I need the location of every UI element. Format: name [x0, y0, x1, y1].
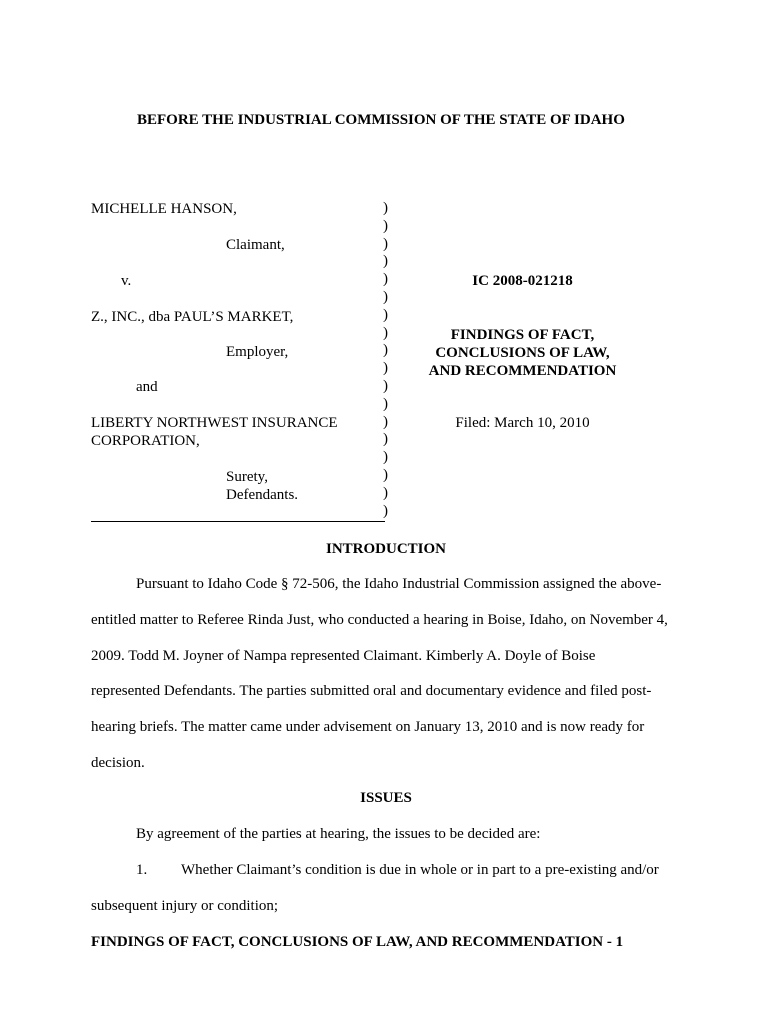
introduction-line: 2009. Todd M. Joyner of Nampa represented Claimant. Kimberly A. Doyle of Boise [91, 648, 596, 664]
surety-name-line1: LIBERTY NORTHWEST INSURANCE [91, 415, 338, 431]
surety-role: Surety, [226, 469, 268, 485]
surety-name-line2: CORPORATION, [91, 433, 200, 449]
introduction-line: entitled matter to Referee Rinda Just, who conducted a hearing in Boise, Idaho, on November 4, [91, 612, 668, 628]
paren: ) [383, 360, 388, 377]
paren: ) [383, 395, 388, 412]
paren: ) [383, 235, 388, 252]
court-heading: BEFORE THE INDUSTRIAL COMMISSION OF THE STATE OF IDAHO [137, 112, 625, 128]
paren: ) [383, 342, 388, 359]
issue-item-number: 1. [136, 862, 148, 878]
issues-intro: By agreement of the parties at hearing, the issues to be decided are: [136, 826, 541, 842]
employer-name: Z., INC., dba PAUL’S MARKET, [91, 309, 294, 325]
employer-role: Employer, [226, 344, 289, 360]
case-number: IC 2008-021218 [472, 273, 573, 289]
caption-divider [383, 200, 395, 520]
paren: ) [383, 484, 388, 501]
paren: ) [383, 200, 388, 216]
document-title-line2: CONCLUSIONS OF LAW, [435, 345, 610, 361]
paren: ) [383, 306, 388, 323]
paren: ) [383, 271, 388, 288]
issue-item-text: Whether Claimant’s condition is due in whole or in part to a pre-existing and/or [181, 862, 659, 878]
and-text: and [136, 379, 158, 395]
paren: ) [383, 449, 388, 466]
document-title-line3: AND RECOMMENDATION [428, 363, 617, 379]
paren: ) [383, 217, 388, 234]
paren: ) [383, 253, 388, 270]
issue-item-text-continued: subsequent injury or condition; [91, 898, 279, 914]
paren: ) [383, 502, 388, 519]
document-title-line1: FINDINGS OF FACT, [450, 327, 595, 343]
introduction-line: decision. [91, 755, 145, 771]
claimant-name: MICHELLE HANSON, [91, 201, 237, 217]
issues-heading: ISSUES [360, 790, 412, 806]
claimant-role: Claimant, [226, 237, 285, 253]
introduction-line: represented Defendants. The parties submitted oral and documentary evidence and filed post- [91, 683, 652, 699]
filed-date: Filed: March 10, 2010 [455, 415, 590, 431]
paren: ) [383, 431, 388, 448]
paren: ) [383, 377, 388, 394]
defendants-role: Defendants. [226, 487, 299, 503]
introduction-line: hearing briefs. The matter came under advisement on January 13, 2010 and is now ready for [91, 719, 645, 735]
paren: ) [383, 413, 388, 430]
paren: ) [383, 324, 388, 341]
caption-rule [91, 521, 385, 522]
paren: ) [383, 466, 388, 483]
introduction-heading: INTRODUCTION [325, 541, 446, 557]
paren: ) [383, 288, 388, 305]
page-footer: FINDINGS OF FACT, CONCLUSIONS OF LAW, AND RECOMMENDATION - 1 [91, 934, 624, 950]
introduction-line: Pursuant to Idaho Code § 72-506, the Idaho Industrial Commission assigned the above- [136, 576, 662, 592]
versus: v. [121, 273, 132, 289]
